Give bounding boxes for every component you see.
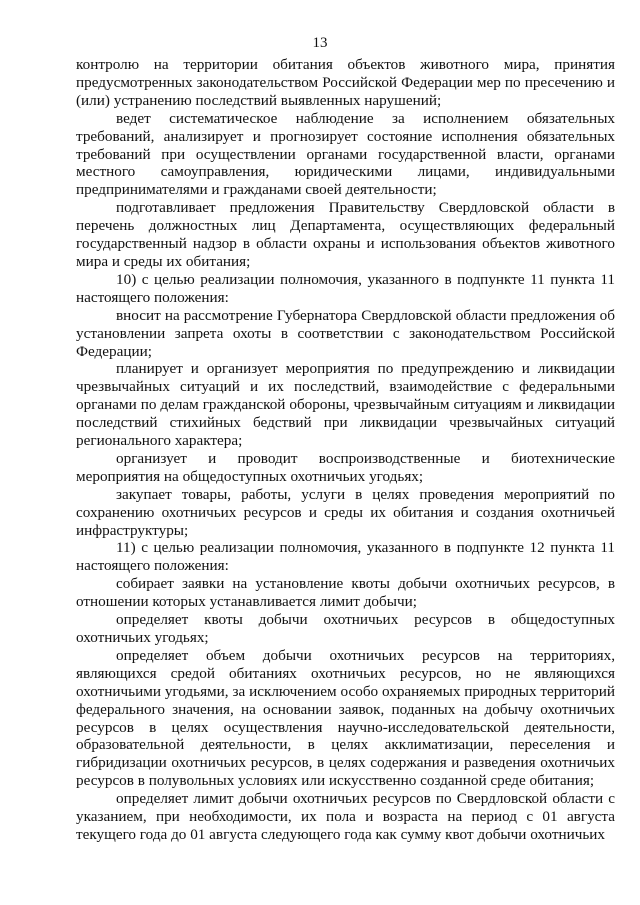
paragraph: вносит на рассмотрение Губернатора Свердловской области предложения об установлении запрета охоты в соответствии с законодательством Российской Федерации; [76,306,615,360]
body-text [76,56,615,844]
page-number: 13 [312,35,328,51]
paragraph: определяет объем добычи охотничьих ресурсов на территориях, являющихся средой обитаниях охотничьих ресурсов, но не являющихся охотничьими угодьями, за исключением особо охраняемых природных территорий федерального значения, на основании заявок, поданных на добычу охотничьих ресурсов в целях осуществления научно-исследовательской деятельности, образовательной деятельности, в целях акклиматизации, переселения и гибридизации охотничьих ресурсов, в целях содержания и разведения охотничьих ресурсов в полувольных условиях или искусственно созданной среде обитания; [76,646,615,790]
paragraph: закупает товары, работы, услуги в целях проведения мероприятий по сохранению охотничьих ресурсов и среды их обитания и создания охотничьей инфраструктуры; [76,485,615,539]
paragraph: организует и проводит воспроизводственные и биотехнические мероприятия на общедоступных охотничьих угодьях; [76,449,615,485]
paragraph: определяет квоты добычи охотничьих ресурсов в общедоступных охотничьих угодьях; [76,611,615,646]
paragraph: контролю на территории обитания объектов животного мира, принятия предусмотренных законодательством Российской Федерации мер по пресечению и (или) устранению последствий выявленных нарушений; [76,56,615,109]
list-item-heading: 11) с целью реализации полномочия, указанного в подпункте 12 пункта 11 настоящего положения: [76,539,615,575]
paragraph: ведет систематическое наблюдение за исполнением обязательных требований, анализирует и прогнозирует состояние исполнения обязательных требований при осуществлении органами государственной власти, органами местного самоуправления, юридическими лицами, индивидуальными предпринимателями и гражданами своей деятельности; [76,109,615,199]
list-item-heading: 10) с целью реализации полномочия, указанного в подпункте 11 пункта 11 настоящего положения: [76,270,615,306]
paragraph: собирает заявки на установление квоты добычи охотничьих ресурсов, в отношении которых устанавливается лимит добычи; [76,575,615,611]
paragraph: планирует и организует мероприятия по предупреждению и ликвидации чрезвычайных ситуаций и их последствий, взаимодействие с федеральными органами по делам гражданской обороны, чрезвычайным ситуациям и ликвидации последствий стихийных бедствий при ликвидации чрезвычайных ситуаций регионального характера; [76,360,615,450]
paragraph: подготавливает предложения Правительству Свердловской области в перечень должностных лиц Департамента, осуществляющих федеральный государственный надзор в области охраны и использования объектов животного мира и среды их обитания; [76,199,615,270]
paragraph: определяет лимит добычи охотничьих ресурсов по Свердловской области с указанием, при необходимости, их пола и возраста на период с 01 августа текущего года до 01 августа следующего года как сумму квот добычи охотничьих [76,790,615,843]
